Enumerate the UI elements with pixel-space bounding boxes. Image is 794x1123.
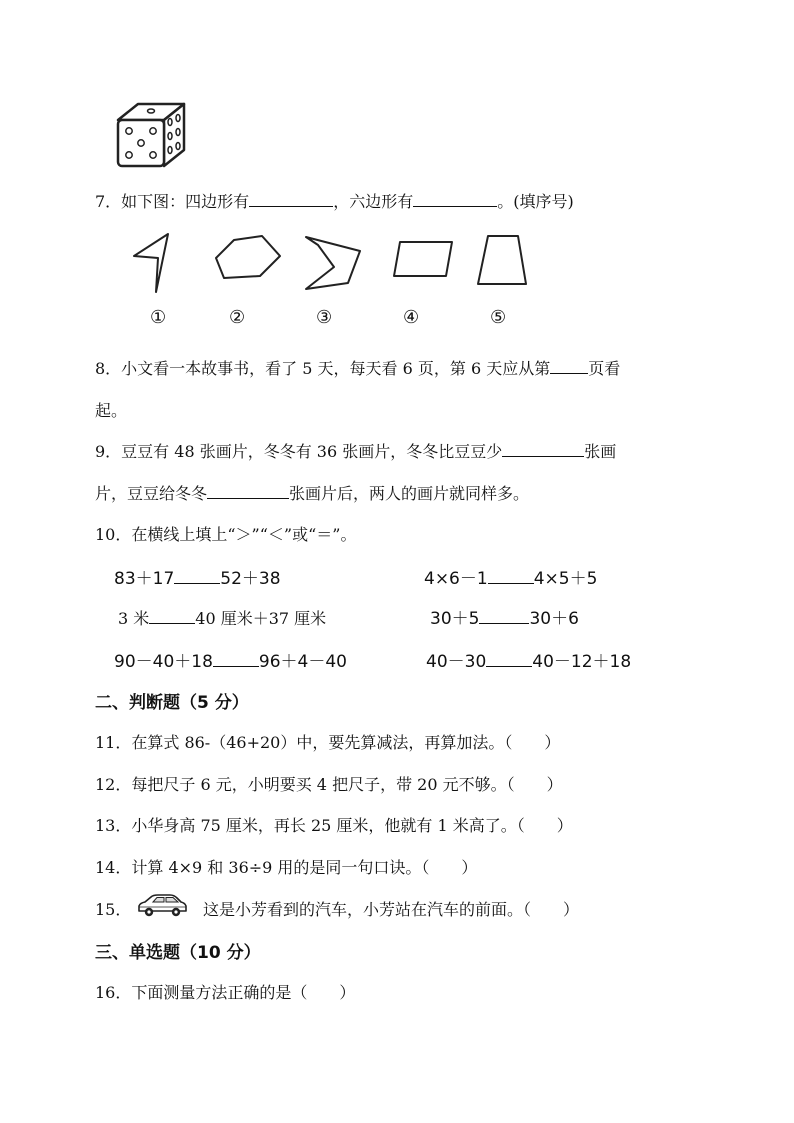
q7-shape-4 — [390, 238, 456, 280]
section-3-title: 三、单选题（10 分） — [95, 943, 261, 963]
q8-text-b: 页看 — [588, 359, 621, 378]
q10-blank-6[interactable] — [486, 652, 532, 667]
q7-question — [95, 189, 574, 212]
q7-end-text: 。(填序号) — [497, 192, 574, 211]
q9-line-2 — [95, 481, 529, 504]
q15-number: 15． — [95, 900, 132, 919]
q8-blank[interactable] — [550, 359, 588, 374]
q13-question: 13．小华身高 75 厘米，再长 25 厘米，他就有 1 米高了。（ ） — [95, 816, 573, 835]
q7-shape-1 — [130, 230, 174, 296]
q8-line-1 — [95, 356, 620, 379]
q10-item-1 — [114, 564, 281, 589]
q10-item-2 — [424, 564, 597, 589]
section-2-title: 二、判断题（5 分） — [95, 693, 249, 713]
q10-item-3 — [118, 606, 326, 629]
q7-shape-label-3: ③ — [316, 307, 333, 328]
q7-shape-2 — [212, 234, 284, 282]
q10-item-2-left: 4×6－1 — [424, 569, 488, 589]
q7-shape-label-4: ④ — [403, 307, 420, 328]
q10-item-4-left: 30＋5 — [430, 609, 480, 629]
q8-text-a: 8．小文看一本故事书，看了 5 天，每天看 6 页，第 6 天应从第 — [95, 359, 551, 378]
q7-label: 7．如下图：四边形有 — [95, 192, 250, 211]
q10-blank-4[interactable] — [479, 609, 529, 624]
q10-item-5 — [114, 647, 347, 672]
q10-item-6-right: 40－12＋18 — [532, 652, 632, 672]
q10-item-5-left: 90－40＋18 — [114, 652, 213, 672]
q10-item-3-right: 40 厘米＋37 厘米 — [195, 609, 327, 628]
q10-item-6-left: 40－30 — [426, 652, 487, 672]
q7-shape-label-1: ① — [150, 307, 167, 328]
q10-blank-1[interactable] — [174, 569, 220, 584]
q11-question: 11．在算式 86-（46+20）中，要先算减法，再算加法。（ ） — [95, 733, 561, 752]
q10-item-1-right: 52＋38 — [220, 569, 281, 589]
q9-text-d: 张画片后，两人的画片就同样多。 — [289, 484, 530, 503]
q9-blank-2[interactable] — [207, 484, 289, 499]
q7-blank-hexagon[interactable] — [413, 192, 497, 207]
q9-text-b: 张画 — [584, 442, 617, 461]
q12-question: 12．每把尺子 6 元，小明要买 4 把尺子，带 20 元不够。（ ） — [95, 775, 563, 794]
q7-shape-5 — [474, 232, 530, 288]
q10-item-3-left: 3 米 — [118, 609, 150, 628]
q9-line-1 — [95, 439, 616, 462]
q10-item-1-left: 83＋17 — [114, 569, 175, 589]
q10-item-6 — [426, 647, 631, 672]
q7-shape-label-5: ⑤ — [490, 307, 507, 328]
q9-text-a: 9．豆豆有 48 张画片，冬冬有 36 张画片，冬冬比豆豆少 — [95, 442, 503, 461]
q7-blank-quadrilateral[interactable] — [249, 192, 333, 207]
q10-item-5-right: 96＋4－40 — [258, 652, 347, 672]
q10-item-4 — [430, 604, 579, 629]
q10-item-4-right: 30＋6 — [529, 609, 579, 629]
q10-blank-5[interactable] — [213, 652, 259, 667]
q7-mid-text: ，六边形有 — [333, 192, 414, 211]
q7-shape-3 — [300, 233, 368, 291]
q10-label: 10．在横线上填上“＞”“＜”或“＝”。 — [95, 525, 357, 544]
q16-question: 16．下面测量方法正确的是（ ） — [95, 983, 356, 1002]
q10-item-2-right: 4×5＋5 — [533, 569, 598, 589]
q9-blank-1[interactable] — [502, 442, 584, 457]
q9-text-c: 片，豆豆给冬冬 — [95, 484, 208, 503]
q14-question: 14．计算 4×9 和 36÷9 用的是同一句口诀。（ ） — [95, 858, 478, 877]
q10-blank-3[interactable] — [149, 609, 195, 624]
q8-line-2: 起。 — [95, 401, 128, 420]
dice-image — [112, 100, 190, 172]
q10-blank-2[interactable] — [488, 569, 534, 584]
car-image — [136, 893, 188, 919]
q15-question: 这是小芳看到的汽车，小芳站在汽车的前面。（ ） — [203, 900, 580, 919]
q7-shape-label-2: ② — [229, 307, 246, 328]
